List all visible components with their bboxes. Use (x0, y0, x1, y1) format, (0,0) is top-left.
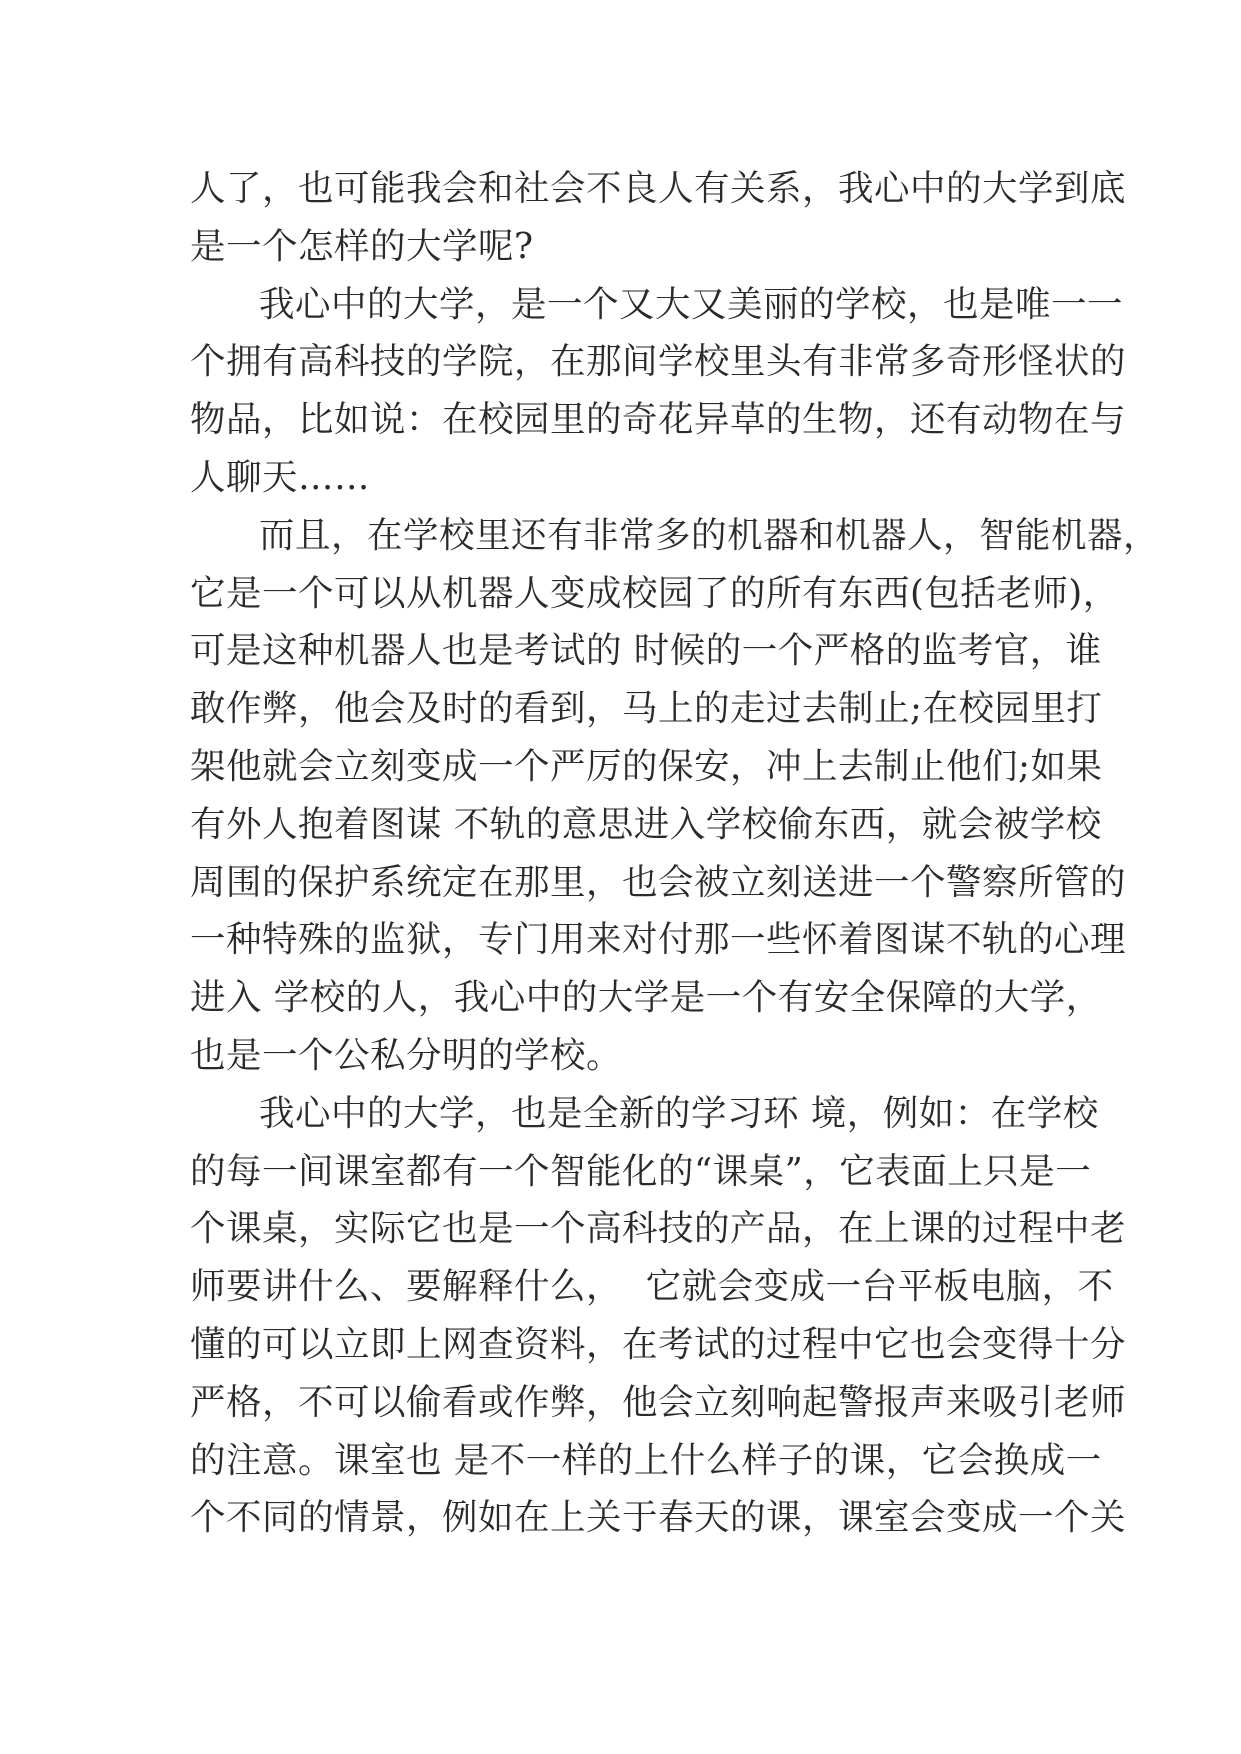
text-line: 进入 学校的人，我心中的大学是一个有安全保障的大学， (190, 977, 1102, 1019)
text-line: 也是一个公私分明的学校。 (190, 1034, 623, 1076)
text-line: 的注意。课室也 是不一样的上什么样子的课，它会换成一 (190, 1439, 1102, 1481)
text-line: 它是一个可以从机器人变成校园了的所有东西(包括老师)， (190, 572, 1119, 614)
text-line: 架他就会立刻变成一个严厉的保安，冲上去制止他们;如果 (190, 745, 1103, 787)
text-line: 我心中的大学，是一个又大又美丽的学校，也是唯一一 (259, 283, 1124, 325)
body-text (190, 160, 1160, 1547)
text-line: 懂的可以立即上网查资料，在考试的过程中它也会变得十分 (190, 1323, 1127, 1365)
text-line: 严格，不可以偷看或作弊，他会立刻响起警报声来吸引老师 (190, 1381, 1127, 1423)
text-line: 人了，也可能我会和社会不良人有关系，我心中的大学到底 (190, 168, 1127, 209)
text-line: 我心中的大学，也是全新的学习环 境，例如：在学校 (259, 1092, 1099, 1134)
text-line: 可是这种机器人也是考试的 时候的一个严格的监考官，谁 (190, 630, 1102, 672)
text-line: 个课桌，实际它也是一个高科技的产品，在上课的过程中老 (190, 1208, 1127, 1250)
text-line: 有外人抱着图谋 不轨的意思进入学校偷东西，就会被学校 (190, 803, 1102, 845)
text-line: 的每一间课室都有一个智能化的“课桌”，它表面上只是一 (190, 1150, 1092, 1192)
text-line: 一种特殊的监狱，专门用来对付那一些怀着图谋不轨的心理 (190, 919, 1127, 961)
text-line: 敢作弊，他会及时的看到，马上的走过去制止;在校园里打 (190, 688, 1103, 730)
text-line: 物品，比如说：在校园里的奇花异草的生物，还有动物在与 (190, 399, 1127, 441)
text-line: 个不同的情景，例如在上关于春天的课，课室会变成一个关 (190, 1497, 1127, 1539)
text-line: 是一个怎样的大学呢? (190, 225, 534, 267)
text-line: 师要讲什么、要解释什么， 它就会变成一台平板电脑，不 (190, 1266, 1114, 1308)
text-line: 个拥有高科技的学院，在那间学校里头有非常多奇形怪状的 (190, 341, 1127, 383)
text-line: 周围的保护系统定在那里，也会被立刻送进一个警察所管的 (190, 861, 1127, 903)
text-line: 人聊天…… (190, 456, 371, 498)
text-line: 而且，在学校里还有非常多的机器和机器人，智能机器， (259, 514, 1160, 556)
